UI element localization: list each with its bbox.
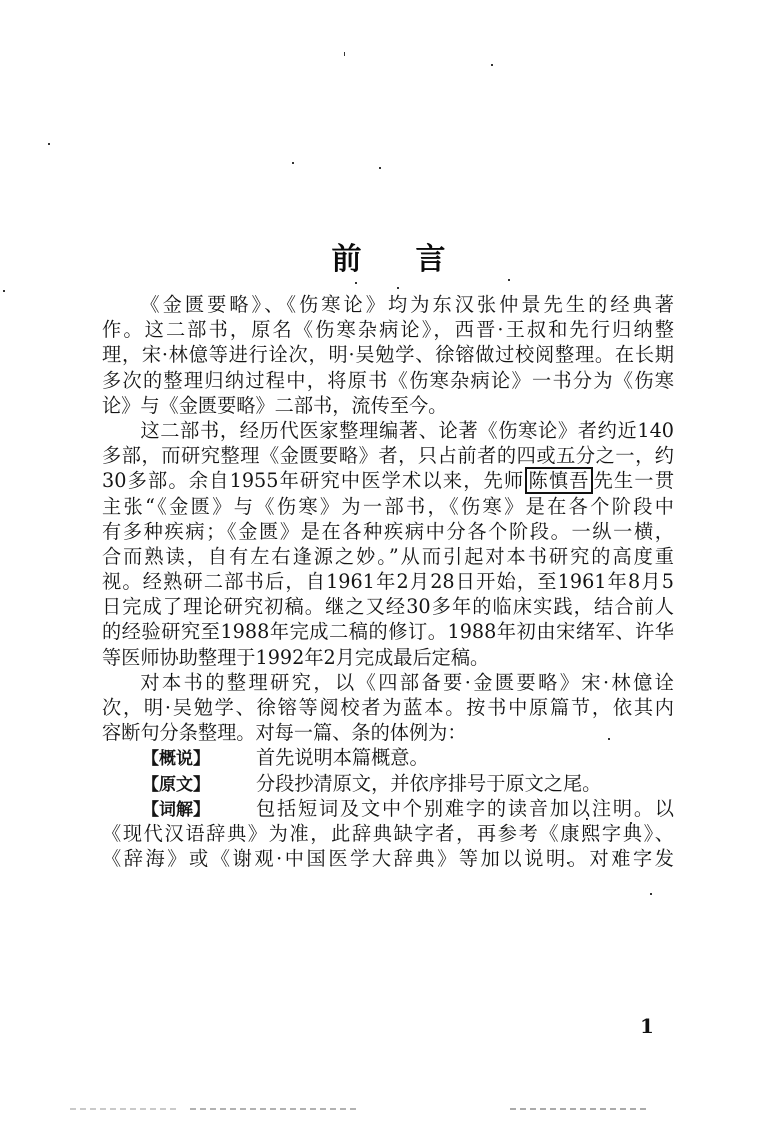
format-items — [102, 745, 674, 871]
text-line: 有多种疾病；《金匮》是在各种疾病中分各个阶段。一纵一横， — [102, 519, 674, 543]
text-line: 主张“《金匮》与《伤寒》为一部书，《伤寒》是在各个阶段中 — [102, 494, 674, 518]
text-line: 日完成了理论研究初稿。继之又经30多年的临床实践，结合前人 — [102, 595, 674, 619]
scan-speck — [650, 893, 652, 895]
text-line: 多部，而研究整理《金匮要略》者，只占前者的四或五分之一，约 — [102, 444, 674, 468]
text-line: 作。这二部书，原名《伤寒杂病论》，西晋·王叔和先行归纳整 — [102, 318, 674, 342]
text-line: 容断句分条整理。对每一篇、条的体例为： — [102, 721, 467, 745]
text-line-with-boxed-name — [102, 468, 674, 493]
item-desc: 分段抄清原文，并依序排号于原文之尾。 — [256, 771, 602, 795]
text-segment: 先生一贯 — [593, 469, 675, 493]
item-tag: 【原文】 — [142, 774, 210, 795]
format-item-overview — [102, 745, 674, 770]
text-line: 对本书的整理研究，以《四部备要·金匮要略》宋·林億诠 — [140, 670, 674, 694]
scan-edge-noise — [190, 1108, 360, 1110]
paragraph — [102, 292, 674, 418]
title-char: 言 — [415, 242, 446, 278]
text-line: 《辞海》或《谢观·中国医学大辞典》等加以说明。对难字发 — [102, 847, 674, 871]
scan-speck — [508, 279, 510, 281]
scan-edge-noise — [510, 1108, 650, 1110]
scan-speck — [355, 282, 357, 284]
text-line: 多次的整理归纳过程中，将原书《伤寒杂病论》一书分为《伤寒 — [102, 368, 674, 392]
boxed-name: 陈慎吾 — [525, 467, 592, 494]
scan-speck — [379, 167, 381, 169]
scan-speck — [397, 287, 399, 289]
item-tag: 【概说】 — [142, 749, 210, 770]
scan-speck — [292, 162, 294, 164]
text-line: 这二部书，经历代医家整理编著、论著《伤寒论》者约近140 — [140, 418, 674, 442]
text-line: 合而熟读，自有左右逢源之妙。”从而引起对本书研究的高度重 — [102, 544, 674, 568]
text-line: 次，明·吴勉学、徐镕等阅校者为蓝本。按书中原篇节，依其内 — [102, 696, 674, 719]
scan-speck — [491, 64, 493, 66]
text-line: 等医师协助整理于1992年2月完成最后定稿。 — [102, 645, 490, 669]
scan-edge-noise — [70, 1108, 180, 1110]
scan-speck — [3, 290, 5, 292]
item-desc: 首先说明本篇概意。 — [256, 746, 429, 770]
format-item-glossary — [102, 796, 674, 821]
text-line: 论》与《金匮要略》二部书，流传至今。 — [102, 393, 448, 417]
format-item-original-text — [102, 771, 674, 796]
text-segment: 30多部。余自1955年研究中医学术以来，先师 — [102, 469, 525, 493]
page-number: 1 — [640, 1014, 654, 1038]
item-desc: 包括短词及文中个别难字的读音加以注明。以 — [256, 796, 674, 820]
scan-speck — [48, 143, 50, 145]
item-tag: 【词解】 — [142, 799, 210, 820]
body-text — [102, 292, 674, 871]
paragraph — [102, 670, 674, 746]
page-title — [0, 234, 777, 278]
text-line: 理，宋·林億等进行诠次，明·吴勉学、徐镕做过校阅整理。在长期 — [102, 343, 674, 367]
text-line: 《金匮要略》、《伤寒论》均为东汉张仲景先生的经典著 — [140, 293, 674, 316]
text-line: 的经验研究至1988年完成二稿的修订。1988年初由宋绪军、许华 — [102, 620, 674, 644]
text-line: 视。经熟研二部书后，自1961年2月28日开始，至1961年8月5 — [102, 570, 674, 594]
paragraph — [102, 418, 674, 670]
scan-speck — [344, 52, 345, 56]
text-line: 《现代汉语辞典》为准，此辞典缺字者，再参考《康熙字典》、 — [102, 821, 674, 845]
title-char: 前 — [331, 242, 362, 278]
